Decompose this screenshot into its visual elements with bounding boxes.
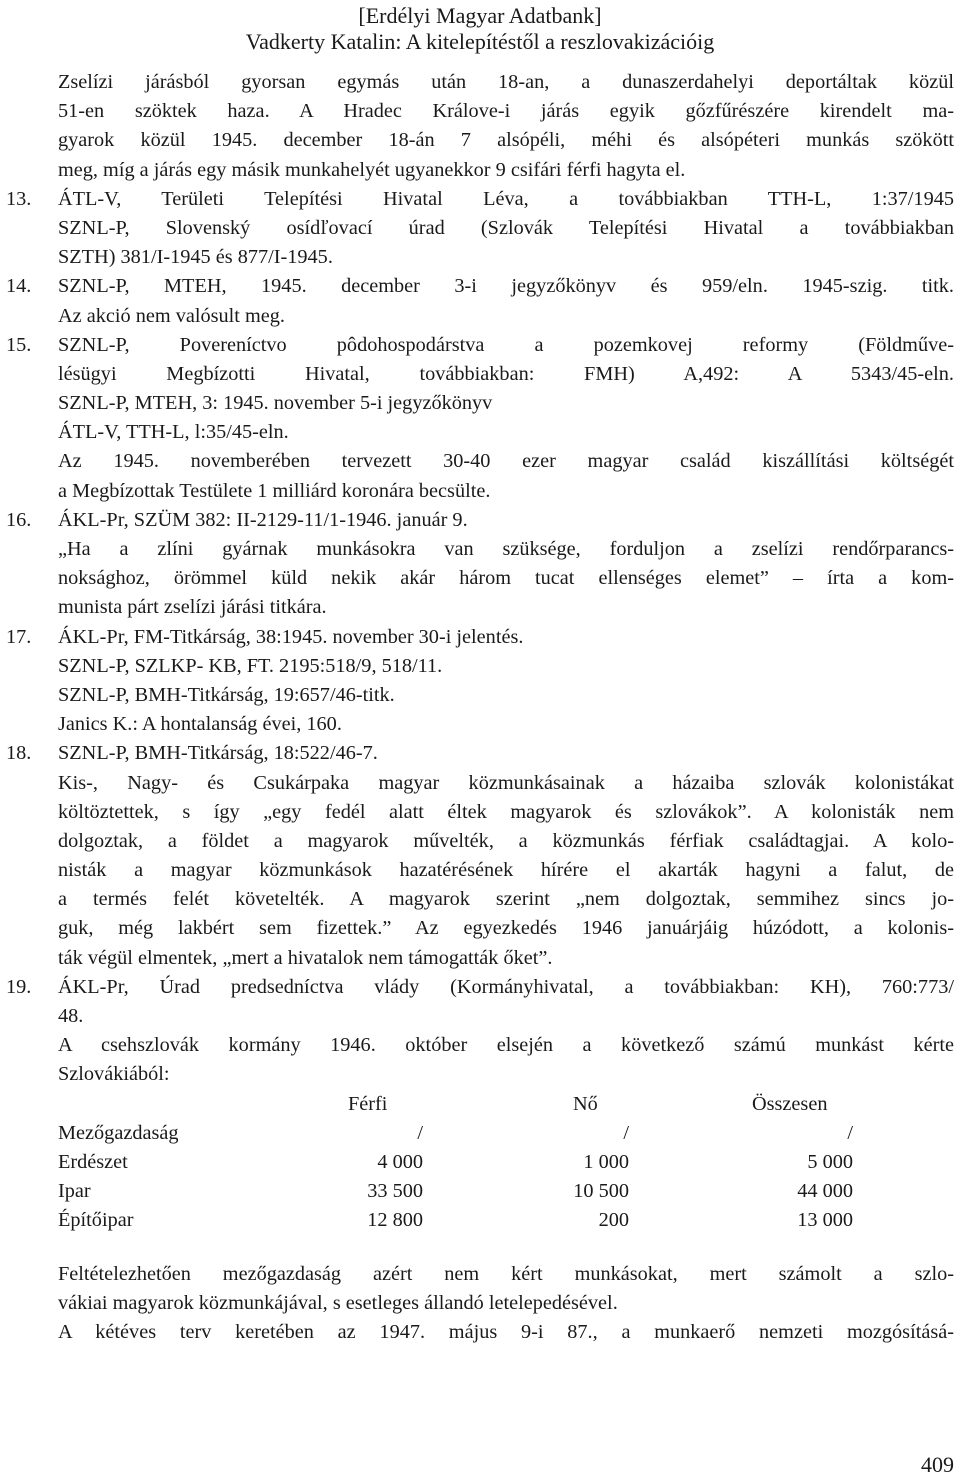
- line-text: gyarok közül 1945. december 18-án 7 alsópéli, méhi és alsópéteri munkás szökött: [58, 129, 954, 152]
- line-text: meg, míg a járás egy másik munkahelyét ugyanekkor 9 csifári férfi hagyta el.: [58, 158, 686, 181]
- table-header-cell: Nő: [573, 1092, 598, 1115]
- table-header-cell: Férfi: [348, 1092, 388, 1115]
- line-text: munista párt zselízi járási titkára.: [58, 596, 327, 619]
- line-text: guk, még lakbért sem fizettek.” Az egyezkedés 1946 januárjáig húzódott, a kolonis-: [58, 917, 954, 940]
- text-line: [0, 798, 960, 827]
- table-cell: 44 000: [797, 1180, 853, 1203]
- table-cell: /: [417, 1121, 423, 1144]
- note-number: 19.: [6, 975, 32, 998]
- line-text: ÁKL-Pr, FM-Titkárság, 38:1945. november 30-i jelentés.: [58, 625, 524, 648]
- text-line: [0, 623, 960, 652]
- table-row: [0, 1206, 960, 1235]
- line-text: nisták a magyar közmunkások hazatérésének hírére el akarták hagyni a falut, de: [58, 859, 954, 882]
- text-line: [0, 243, 960, 272]
- line-text: költöztettek, s így „egy fedél alatt éltek magyarok és szlovákok”. A kolonisták nem: [58, 800, 954, 823]
- line-text: dolgoztak, a földet a magyarok művelték, a közmunkás férfiak családtagjai. A kolo-: [58, 829, 954, 852]
- page-number: 409: [921, 1452, 954, 1477]
- line-text: SZNL-P, SZLKP- KB, FT. 2195:518/9, 518/11.: [58, 654, 443, 677]
- text-line: [0, 156, 960, 185]
- table-row-label: Ipar: [58, 1180, 91, 1203]
- text-line: [0, 1318, 960, 1347]
- text-line: [0, 564, 960, 593]
- line-text: Az 1945. novemberében tervezett 30-40 ezer magyar család kiszállítási költségét: [58, 450, 954, 473]
- text-line: [0, 739, 960, 768]
- line-text: SZNL-P, Slovenský osídľovací úrad (Szlovák Telepítési Hivatal a továbbiakban: [58, 216, 954, 239]
- table-cell: /: [847, 1121, 853, 1144]
- text-line: [0, 885, 960, 914]
- table-row-label: Erdészet: [58, 1150, 128, 1173]
- line-text: SZNL-P, MTEH, 3: 1945. november 5-i jegyzőkönyv: [58, 392, 493, 415]
- note-number: 14.: [6, 275, 32, 298]
- table-header-cell: Összesen: [752, 1092, 828, 1115]
- text-line: [0, 944, 960, 973]
- line-text: ÁTL-V, Területi Telepítési Hivatal Léva, a továbbiakban TTH-L, 1:37/1945: [58, 187, 954, 210]
- text-line: [0, 1289, 960, 1318]
- spacer: [0, 1236, 960, 1260]
- line-text: 48.: [58, 1005, 84, 1027]
- notes-body: [0, 68, 960, 1347]
- line-text: ÁKL-Pr, Úrad predsedníctva vlády (Kormányhivatal, a továbbiakban: KH), 760:773/: [58, 975, 954, 998]
- text-line: [0, 447, 960, 476]
- line-text: „Ha a zlíni gyárnak munkásokra van szüksége, forduljon a zselízi rendőrparancs-: [58, 538, 954, 560]
- text-line: [0, 769, 960, 798]
- text-line: [0, 535, 960, 564]
- table-cell: /: [623, 1121, 629, 1144]
- line-text: SZNL-P, Povereníctvo pôdohospodárstva a pozemkovej reformy (Földműve-: [58, 333, 954, 356]
- text-line: [0, 126, 960, 155]
- line-text: SZNL-P, BMH-Titkárság, 18:522/46-7.: [58, 742, 378, 765]
- line-text: noksághoz, örömmel küld nekik akár három tucat ellenséges elemet” – írta a kom-: [58, 567, 954, 590]
- text-line: [0, 506, 960, 535]
- text-line: [0, 360, 960, 389]
- text-line: [0, 652, 960, 681]
- text-line: [0, 681, 960, 710]
- text-line: [0, 1002, 960, 1031]
- note-number: 18.: [6, 742, 32, 765]
- text-line: [0, 477, 960, 506]
- line-text: a Megbízottak Testülete 1 milliárd koronára becsülte.: [58, 479, 491, 502]
- note-number: 15.: [6, 333, 32, 356]
- table-row-label: Mezőgazdaság: [58, 1121, 179, 1144]
- table-cell: 4 000: [377, 1150, 423, 1173]
- note-number: 13.: [6, 187, 32, 210]
- table-header-row: [0, 1090, 960, 1119]
- running-header: [0, 0, 960, 55]
- text-line: [0, 214, 960, 243]
- text-line: [0, 418, 960, 447]
- text-line: [0, 389, 960, 418]
- text-line: [0, 302, 960, 331]
- text-line: [0, 856, 960, 885]
- line-text: Szlovákiából:: [58, 1063, 170, 1086]
- line-text: ÁKL-Pr, SZÜM 382: II-2129-11/1-1946. január 9.: [58, 508, 468, 531]
- table-row: [0, 1148, 960, 1177]
- line-text: A kétéves terv keretében az 1947. május 9-i 87., a munkaerő nemzeti mozgósításá-: [58, 1320, 954, 1343]
- table-cell: 10 500: [573, 1180, 629, 1203]
- line-text: SZNL-P, MTEH, 1945. december 3-i jegyzőkönyv és 959/eln. 1945-szig. titk.: [58, 275, 954, 298]
- table-cell: 1 000: [583, 1150, 629, 1173]
- line-text: Janics K.: A hontalanság évei, 160.: [58, 713, 342, 736]
- table-row: [0, 1119, 960, 1148]
- text-line: [0, 68, 960, 97]
- text-line: [0, 97, 960, 126]
- line-text: Zselízi járásból gyorsan egymás után 18-an, a dunaszerdahelyi deportáltak közül: [58, 71, 954, 93]
- header-title: Vadkerty Katalin: A kitelepítéstől a reszlovakizációig: [245, 29, 715, 54]
- text-line: [0, 914, 960, 943]
- table-cell: 33 500: [367, 1180, 423, 1203]
- text-line: [0, 272, 960, 301]
- table-row-label: Építőipar: [58, 1209, 134, 1232]
- line-text: ÁTL-V, TTH-L, l:35/45-eln.: [58, 421, 289, 444]
- text-line: [0, 973, 960, 1002]
- line-text: a termés felét követelték. A magyarok szerint „nem dolgoztak, semmihez sincs jo-: [58, 888, 954, 911]
- table-row: [0, 1177, 960, 1206]
- text-line: [0, 1031, 960, 1060]
- table-cell: 13 000: [797, 1209, 853, 1232]
- table-cell: 12 800: [367, 1209, 423, 1232]
- text-line: [0, 1060, 960, 1089]
- text-line: [0, 1260, 960, 1289]
- text-line: [0, 827, 960, 856]
- text-line: [0, 593, 960, 622]
- line-text: SZTH) 381/I-1945 és 877/I-1945.: [58, 246, 333, 269]
- line-text: Kis-, Nagy- és Csukárpaka magyar közmunkásainak a házaiba szlovák kolonistákat: [58, 771, 954, 794]
- line-text: 51-en szöktek haza. A Hradec Králove-i járás egyik gőzfűrészére kirendelt ma-: [58, 100, 954, 123]
- text-line: [0, 710, 960, 739]
- line-text: ták végül elmentek, „mert a hivatalok nem támogatták őket”.: [58, 946, 553, 969]
- line-text: Feltételezhetően mezőgazdaság azért nem kért munkásokat, mert számolt a szlo-: [58, 1262, 954, 1285]
- line-text: vákiai magyarok közmunkájával, s esetleges állandó letelepedésével.: [58, 1291, 618, 1314]
- note-number: 17.: [6, 625, 32, 648]
- line-text: lésügyi Megbízotti Hivatal, továbbiakban: FMH) A,492: A 5343/45-eln.: [58, 362, 954, 385]
- note-number: 16.: [6, 508, 32, 531]
- text-line: [0, 331, 960, 360]
- header-source: [Erdélyi Magyar Adatbank]: [358, 3, 602, 28]
- line-text: SZNL-P, BMH-Titkárság, 19:657/46-titk.: [58, 683, 395, 706]
- table-cell: 200: [598, 1209, 629, 1232]
- line-text: Az akció nem valósult meg.: [58, 304, 285, 327]
- table-cell: 5 000: [807, 1150, 853, 1173]
- text-line: [0, 185, 960, 214]
- worker-table: [0, 1090, 960, 1236]
- line-text: A csehszlovák kormány 1946. október elsején a következő számú munkást kérte: [58, 1034, 954, 1057]
